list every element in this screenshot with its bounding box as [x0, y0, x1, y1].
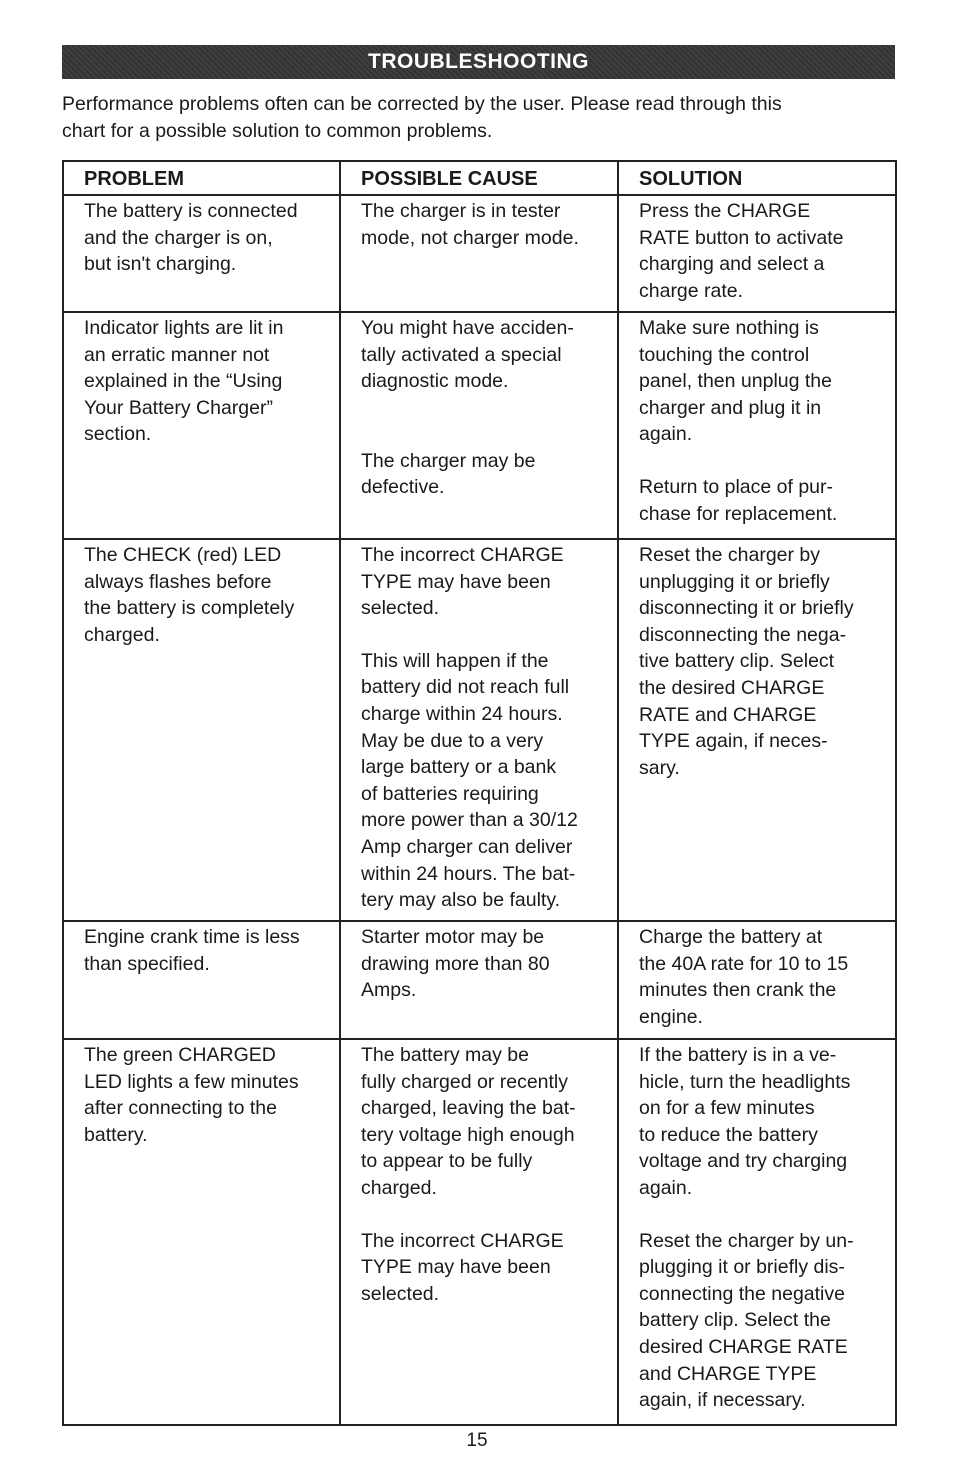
solution-text: Return to place of pur- chase for replacement.: [639, 475, 838, 525]
cause-text: The charger may be defective.: [361, 449, 536, 499]
page-number: 15: [466, 1430, 488, 1451]
problem-text: Indicator lights are lit in an erratic manner not explained in the “Using Your Battery Charger” section.: [84, 317, 284, 446]
cause-cell: [340, 195, 618, 312]
problem-text: The battery is connected and the charger is on, but isn't charging.: [84, 200, 298, 276]
cause-text: The battery may be fully charged or recently charged, leaving the bat- tery voltage high enough to appear to be fully charged.: [361, 1044, 576, 1199]
problem-cell: [63, 195, 340, 312]
problem-text: Engine crank time is less than specified.: [84, 926, 300, 975]
cause-text: The incorrect CHARGE TYPE may have been selected.: [361, 544, 564, 620]
solution-cell: [618, 312, 896, 539]
problem-text: The green CHARGED LED lights a few minutes after connecting to the battery.: [84, 1044, 299, 1146]
solution-cell: [618, 195, 896, 312]
column-header-cause: POSSIBLE CAUSE: [340, 161, 618, 195]
problem-text: The CHECK (red) LED always flashes before the battery is completely charged.: [84, 544, 295, 646]
solution-cell: [618, 539, 896, 921]
problem-cell: [63, 921, 340, 1039]
solution-cell: [618, 1039, 896, 1425]
problem-cell: [63, 1039, 340, 1425]
intro-text: Performance problems often can be corrected by the user. Please read through this chart for a possible solution to common problems.: [62, 93, 782, 142]
solution-text: Charge the battery at the 40A rate for 10 to 15 minutes then crank the engine.: [639, 926, 849, 1028]
table-row: [63, 1039, 896, 1425]
table-row: [63, 312, 896, 539]
solution-text: If the battery is in a ve- hicle, turn the headlights on for a few minutes to reduce the battery voltage and try charging again.: [639, 1044, 851, 1199]
cause-cell: [340, 539, 618, 921]
cause-cell: [340, 921, 618, 1039]
solution-text: Make sure nothing is touching the control panel, then unplug the charger and plug it in again.: [639, 317, 833, 446]
section-banner: [62, 45, 895, 79]
column-header-solution: SOLUTION: [618, 161, 896, 195]
cause-text: This will happen if the battery did not reach full charge within 24 hours. May be due to a very large battery or a bank of batteries requiring more power than a 30/12 Amp charger can deliver within 24 hours. The bat- tery may also be faulty.: [361, 649, 578, 912]
table-row: [63, 539, 896, 921]
column-header-problem: PROBLEM: [63, 161, 340, 195]
cause-cell: [340, 312, 618, 539]
cause-text: You might have acciden- tally activated a special diagnostic mode.: [361, 317, 574, 393]
problem-cell: [63, 312, 340, 539]
table-row: [63, 921, 896, 1039]
solution-text: Press the CHARGE RATE button to activate charging and select a charge rate.: [639, 200, 844, 302]
cause-text: The incorrect CHARGE TYPE may have been selected.: [361, 1229, 564, 1305]
troubleshooting-table: [62, 160, 897, 1426]
section-title: TROUBLESHOOTING: [368, 50, 589, 73]
cause-text: The charger is in tester mode, not charger mode.: [361, 200, 579, 249]
solution-cell: [618, 921, 896, 1039]
table-row: [63, 195, 896, 312]
cause-cell: [340, 1039, 618, 1425]
problem-cell: [63, 539, 340, 921]
table-header-row: [63, 161, 896, 195]
solution-text: Reset the charger by un- plugging it or briefly dis- connecting the negative battery clip. Select the desired CHARGE RATE and CHARGE TYPE again, if necessary.: [639, 1229, 854, 1412]
cause-text: Starter motor may be drawing more than 80 Amps.: [361, 926, 550, 1002]
solution-text: Reset the charger by unplugging it or briefly disconnecting it or briefly disconnecting the nega- tive battery clip. Select the desired CHARGE RATE and CHARGE TYPE again, if neces- sary.: [639, 544, 854, 779]
